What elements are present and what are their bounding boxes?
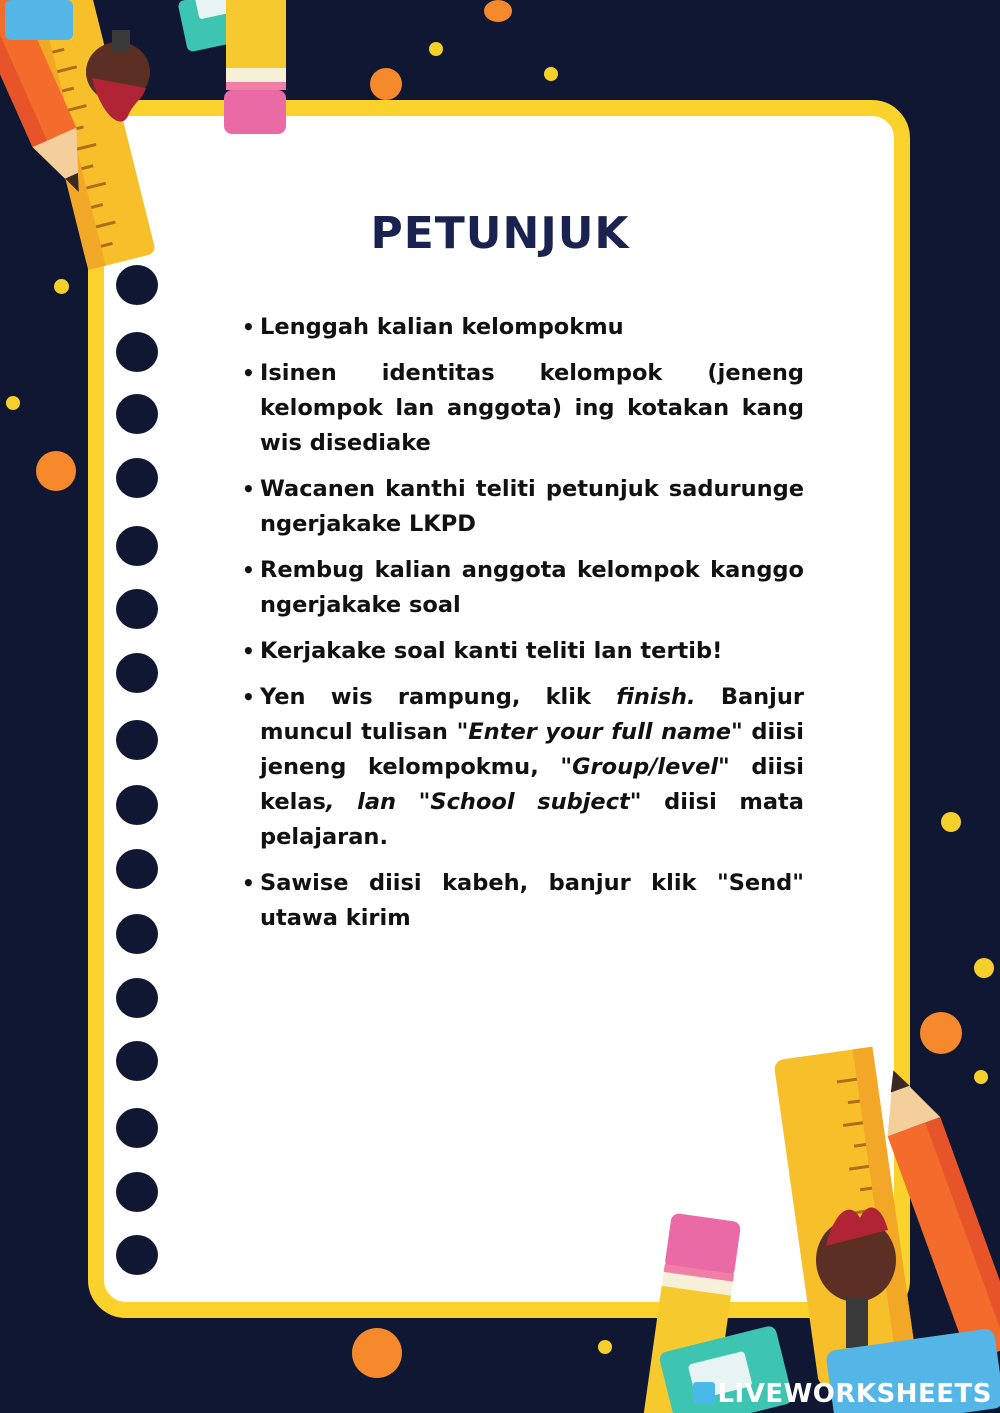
page-title: PETUNJUK [370,208,630,259]
pencil-eraser-icon [224,0,286,134]
decor-dot [370,68,402,100]
binder-hole [116,1108,158,1148]
quote-group-level: "Group/level" [560,754,730,780]
list-item: • Wacanen kanthi teliti petunjuk sadurunge ngerjakake LKPD [238,472,804,542]
decor-dot [6,396,20,410]
text-segment: Banjur muncul tulisan [260,684,804,745]
binder-hole [116,589,158,629]
binder-hole [116,526,158,566]
instruction-list [238,310,804,947]
watermark [693,1379,992,1409]
binder-hole [116,1041,158,1081]
list-item: • Kerjakake soal kanti teliti lan tertib! [238,634,804,669]
decor-dot [36,451,76,491]
text-segment: diisi kelas [260,754,804,815]
watermark-text: LIVEWORKSHEETS [717,1379,992,1409]
decor-dot [352,1328,402,1378]
decor-dot [544,67,558,81]
binder-hole [116,978,158,1018]
text-segment: diisi mata pelajaran. [260,789,804,850]
decor-dot [598,1340,612,1354]
stationery-top-left-illustration [0,0,310,270]
list-item: • Sawise diisi kabeh, banjur klik "Send" utawa kirim [238,866,804,936]
binder-hole [116,720,158,760]
decor-dot [429,42,443,56]
binder-hole [116,1172,158,1212]
list-item: • Rembug kalian anggota kelompok kanggo ngerjakake soal [238,553,804,623]
decor-dot [974,958,994,978]
stationery-bottom-right-illustration [620,1040,1000,1413]
text-segment: Yen wis rampung, klik [260,684,617,710]
list-item: • Isinen identitas kelompok (jeneng kelompok lan anggota) ing kotakan kang wis disediake [238,356,804,461]
binder-hole [116,653,158,693]
binder-hole [116,394,158,434]
binder-hole [116,914,158,954]
quote-school-subject: , lan "School subject" [325,789,642,815]
binder-hole [116,458,158,498]
finish-keyword: finish. [616,684,696,710]
text-segment: diisi jeneng kelompokmu, [260,719,804,780]
list-item: • Lenggah kalian kelompokmu [238,310,804,345]
binder-hole [116,785,158,825]
quote-full-name: "Enter your full name" [456,719,743,745]
binder-hole [116,1235,158,1275]
decor-dot [941,812,961,832]
binder-hole [116,265,158,305]
decor-dot [54,279,69,294]
decor-dot [484,0,512,22]
binder-hole [116,849,158,889]
liveworksheets-logo-icon [693,1382,715,1404]
list-item [238,680,804,855]
binder-hole [116,332,158,372]
